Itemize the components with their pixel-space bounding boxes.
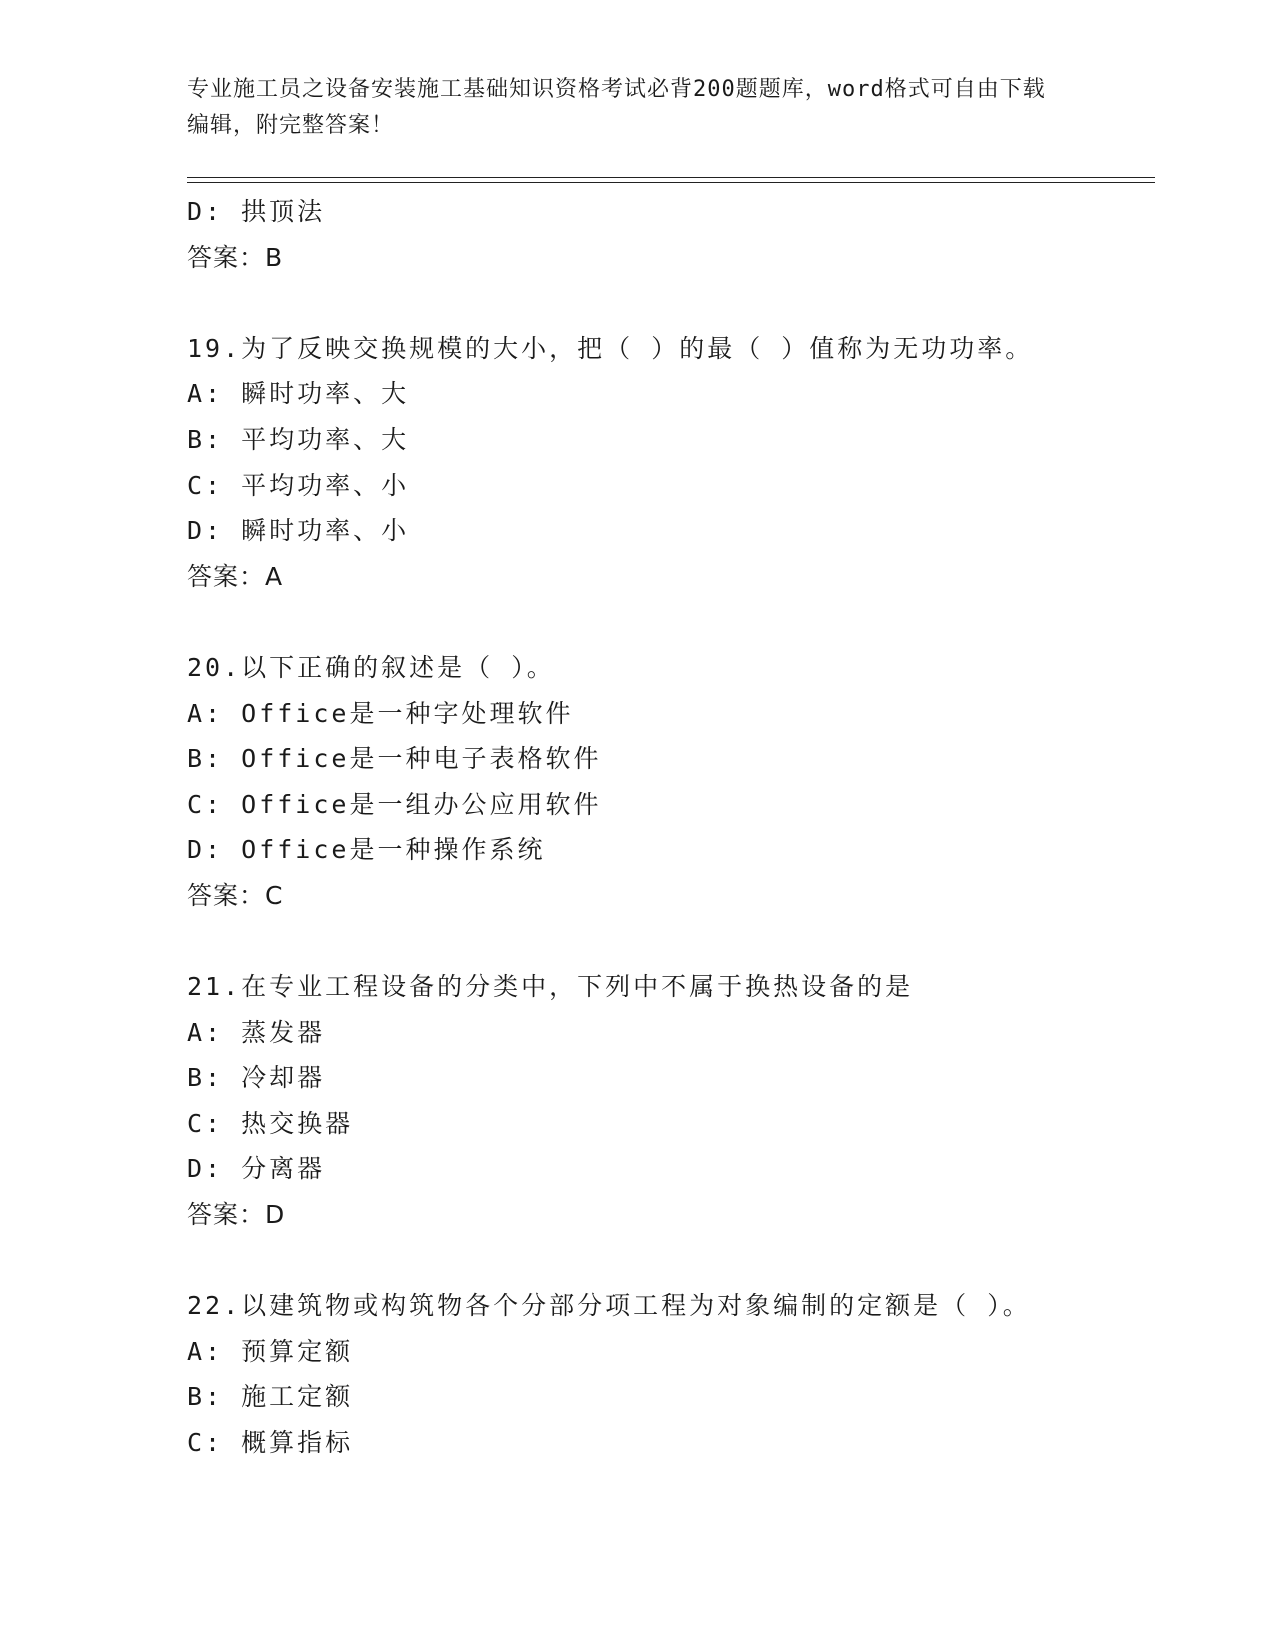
question-19-option-a: A: 瞬时功率、大 — [187, 379, 410, 409]
question-19-option-b: B: 平均功率、大 — [187, 424, 410, 454]
spacer — [187, 280, 1155, 326]
header-divider-bottom — [187, 182, 1155, 183]
question-21-option-c: C: 热交换器 — [187, 1108, 354, 1138]
header-divider-top — [187, 177, 1155, 178]
question-20-option-b: B: Office是一种电子表格软件 — [187, 744, 602, 774]
question-22-option-a: A: 预算定额 — [187, 1336, 354, 1366]
question-21-answer: 答案：D — [187, 1200, 286, 1230]
question-19-answer: 答案：A — [187, 561, 284, 591]
question-20-option-a: A: Office是一种字处理软件 — [187, 698, 574, 728]
option-d: D: 拱顶法 — [187, 197, 326, 226]
question-21-option-b: B: 冷却器 — [187, 1063, 326, 1093]
page-header-title: 专业施工员之设备安装施工基础知识资格考试必背200题题库，word格式可自由下载编辑，附完整答案！ — [187, 77, 1046, 138]
question-22-option-b: B: 施工定额 — [187, 1382, 354, 1412]
spacer — [187, 599, 1155, 645]
question-19-option-c: C: 平均功率、小 — [187, 470, 410, 500]
question-20-answer: 答案：C — [187, 880, 284, 910]
question-19-option-d: D: 瞬时功率、小 — [187, 516, 410, 546]
question-21-option-a: A: 蒸发器 — [187, 1017, 326, 1047]
spacer — [187, 919, 1155, 965]
question-20-option-c: C: Office是一组办公应用软件 — [187, 789, 602, 819]
answer-line: 答案：B — [187, 242, 284, 272]
spacer — [187, 1238, 1155, 1284]
question-list — [187, 189, 1155, 1466]
question-20-option-d: D: Office是一种操作系统 — [187, 835, 546, 865]
question-21-option-d: D: 分离器 — [187, 1154, 326, 1184]
question-19-stem: 19.为了反映交换规模的大小，把（ ）的最（ ）值称为无功功率。 — [187, 333, 1034, 363]
question-22-stem: 22.以建筑物或构筑物各个分部分项工程为对象编制的定额是（ ）。 — [187, 1291, 1031, 1321]
question-22-option-c: C: 概算指标 — [187, 1428, 354, 1458]
question-21-stem: 21.在专业工程设备的分类中，下列中不属于换热设备的是 — [187, 972, 914, 1002]
question-20-stem: 20.以下正确的叙述是（ ）。 — [187, 652, 555, 682]
